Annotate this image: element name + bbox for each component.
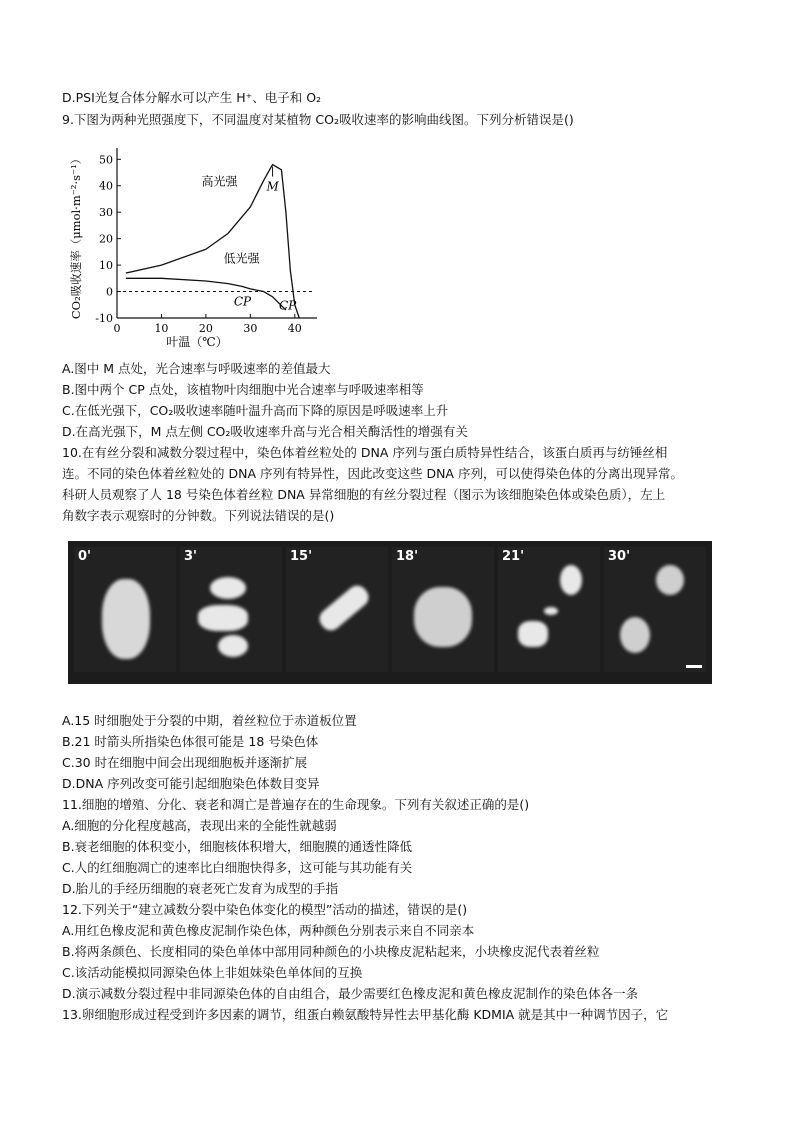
x-tick-label: 40 <box>287 322 302 335</box>
y-tick-label: 10 <box>99 259 113 273</box>
y-axis-label: CO₂吸收速率（μmol·m⁻²·s⁻¹） <box>69 152 83 320</box>
question-11: 11.细胞的增殖、分化、衰老和凋亡是普遍存在的生命现象。下列有关叙述正确的是() <box>62 797 530 812</box>
option-12D: D.演示减数分裂过程中非同源染色体的自由组合，最少需要红色橡皮泥和黄色橡皮泥制作的染色体各一条 <box>62 986 639 1001</box>
daughter-nucleus <box>620 617 650 653</box>
option-11D: D.胎儿的手经历细胞的衰老死亡发育为成型的手指 <box>62 881 339 896</box>
time-label: 15' <box>290 549 313 564</box>
option-9D: D.在高光强下，M 点左侧 CO₂吸收速率升高与光合相关酶活性的增强有关 <box>62 424 468 439</box>
option-9A: A.图中 M 点处，光合速率与呼吸速率的差值最大 <box>62 361 331 376</box>
option-10B: B.21 时箭头所指染色体很可能是 18 号染色体 <box>62 734 319 749</box>
question-12: 12.下列关于“建立减数分裂中染色体变化的模型”活动的描述，错误的是() <box>62 902 468 917</box>
question-13: 13.卵细胞形成过程受到许多因素的调节，组蛋白赖氨酸特异性去甲基化酶 KDMIA 就是其中一种调节因子，它 <box>62 1007 669 1022</box>
series-line-low-light <box>126 278 286 310</box>
micrograph-panel <box>498 547 600 672</box>
time-label: 18' <box>396 549 419 564</box>
chromosome-blob <box>218 635 248 657</box>
x-tick-label: 30 <box>243 322 258 335</box>
daughter-nucleus <box>656 565 684 595</box>
y-tick-label: -10 <box>95 312 113 325</box>
x-axis-label: 叶温（℃） <box>166 335 228 349</box>
m-point-label: M <box>266 179 279 194</box>
chromosome-blob <box>210 577 246 599</box>
option-11A: A.细胞的分化程度越高，表现出来的全能性就越弱 <box>62 818 337 833</box>
co2-absorption-chart <box>62 136 332 356</box>
chromosome-blob <box>560 565 582 595</box>
x-tick-label: 10 <box>154 322 169 335</box>
option-12A: A.用红色橡皮泥和黄色橡皮泥制作染色体，两种颜色分别表示来自不同亲本 <box>62 923 475 938</box>
time-label: 3' <box>184 549 198 564</box>
micrograph-panel <box>180 547 282 672</box>
cp-label: CP <box>233 294 252 309</box>
option-text: D.PSI光复合体分解水可以产生 H⁺、电子和 O₂ <box>62 90 322 105</box>
mitosis-micrograph-strip <box>68 541 712 684</box>
micrograph-panel <box>392 547 494 672</box>
option-10C: C.30 时在细胞中间会出现细胞板并逐渐扩展 <box>62 755 308 770</box>
y-tick-label: 30 <box>99 206 113 220</box>
y-tick-label: 40 <box>99 179 113 193</box>
chromosome-blob <box>414 587 472 647</box>
cp-label: CP <box>279 298 297 313</box>
y-tick-label: 0 <box>106 285 113 299</box>
option-10A: A.15 时细胞处于分裂的中期，着丝粒位于赤道板位置 <box>62 713 357 728</box>
option-11C: C.人的红细胞凋亡的速率比白细胞快得多，这可能与其功能有关 <box>62 860 413 875</box>
chromatin-blob <box>102 579 150 659</box>
micrograph-panel <box>286 547 388 672</box>
y-tick-label: 20 <box>99 232 113 246</box>
question-10-line-1: 10.在有丝分裂和减数分裂过程中，染色体着丝粒处的 DNA 序列与蛋白质特异性结合，该蛋白质再与纺锤丝相 <box>62 445 668 460</box>
x-tick-label: 0 <box>113 322 121 335</box>
series-label-low-light: 低光强 <box>223 251 260 266</box>
option-11B: B.衰老细胞的体积变小，细胞核体积增大，细胞膜的通透性降低 <box>62 839 413 854</box>
chromosome-blob <box>198 605 248 631</box>
option-9B: B.图中两个 CP 点处，该植物叶肉细胞中光合速率与呼吸速率相等 <box>62 382 424 397</box>
chart-axes <box>69 148 317 349</box>
option-12B: B.将两条颜色、长度相同的染色单体中部用同种颜色的小块橡皮泥粘起来，小块橡皮泥代表着丝粒 <box>62 944 600 959</box>
option-10D: D.DNA 序列改变可能引起细胞染色体数目变异 <box>62 776 320 791</box>
question-9: 9.下图为两种光照强度下，不同温度对某植物 CO₂吸收速率的影响曲线图。下列分析错误是() <box>62 112 574 127</box>
time-label: 0' <box>78 549 92 564</box>
metaphase-plate <box>315 582 372 635</box>
time-label: 30' <box>608 549 631 564</box>
chart-marks <box>117 165 313 318</box>
chromosome-blob <box>518 621 548 647</box>
micrograph-panel <box>604 547 706 672</box>
time-label: 21' <box>502 549 525 564</box>
scale-bar <box>686 665 702 668</box>
option-12C: C.该活动能模拟同源染色体上非姐妹染色单体间的互换 <box>62 965 363 980</box>
question-10-line-4: 角数字表示观察时的分钟数。下列说法错误的是() <box>62 508 335 523</box>
question-10-line-2: 连。不同的染色体着丝粒处的 DNA 序列有特异性，因此改变这些 DNA 序列，可以使得染色体的分离出现异常。 <box>62 466 683 481</box>
micrograph-panel <box>74 547 176 672</box>
question-10-line-3: 科研人员观察了人 18 号染色体着丝粒 DNA 异常细胞的有丝分裂过程（图示为该细胞染色体或染色质），左上 <box>62 487 666 502</box>
series-label-high-light: 高光强 <box>201 174 238 189</box>
option-9C: C.在低光强下，CO₂吸收速率随叶温升高而下降的原因是呼吸速率上升 <box>62 403 449 418</box>
x-tick-label: 20 <box>198 322 213 335</box>
chromosome-blob <box>544 607 558 615</box>
y-tick-label: 50 <box>99 153 113 167</box>
